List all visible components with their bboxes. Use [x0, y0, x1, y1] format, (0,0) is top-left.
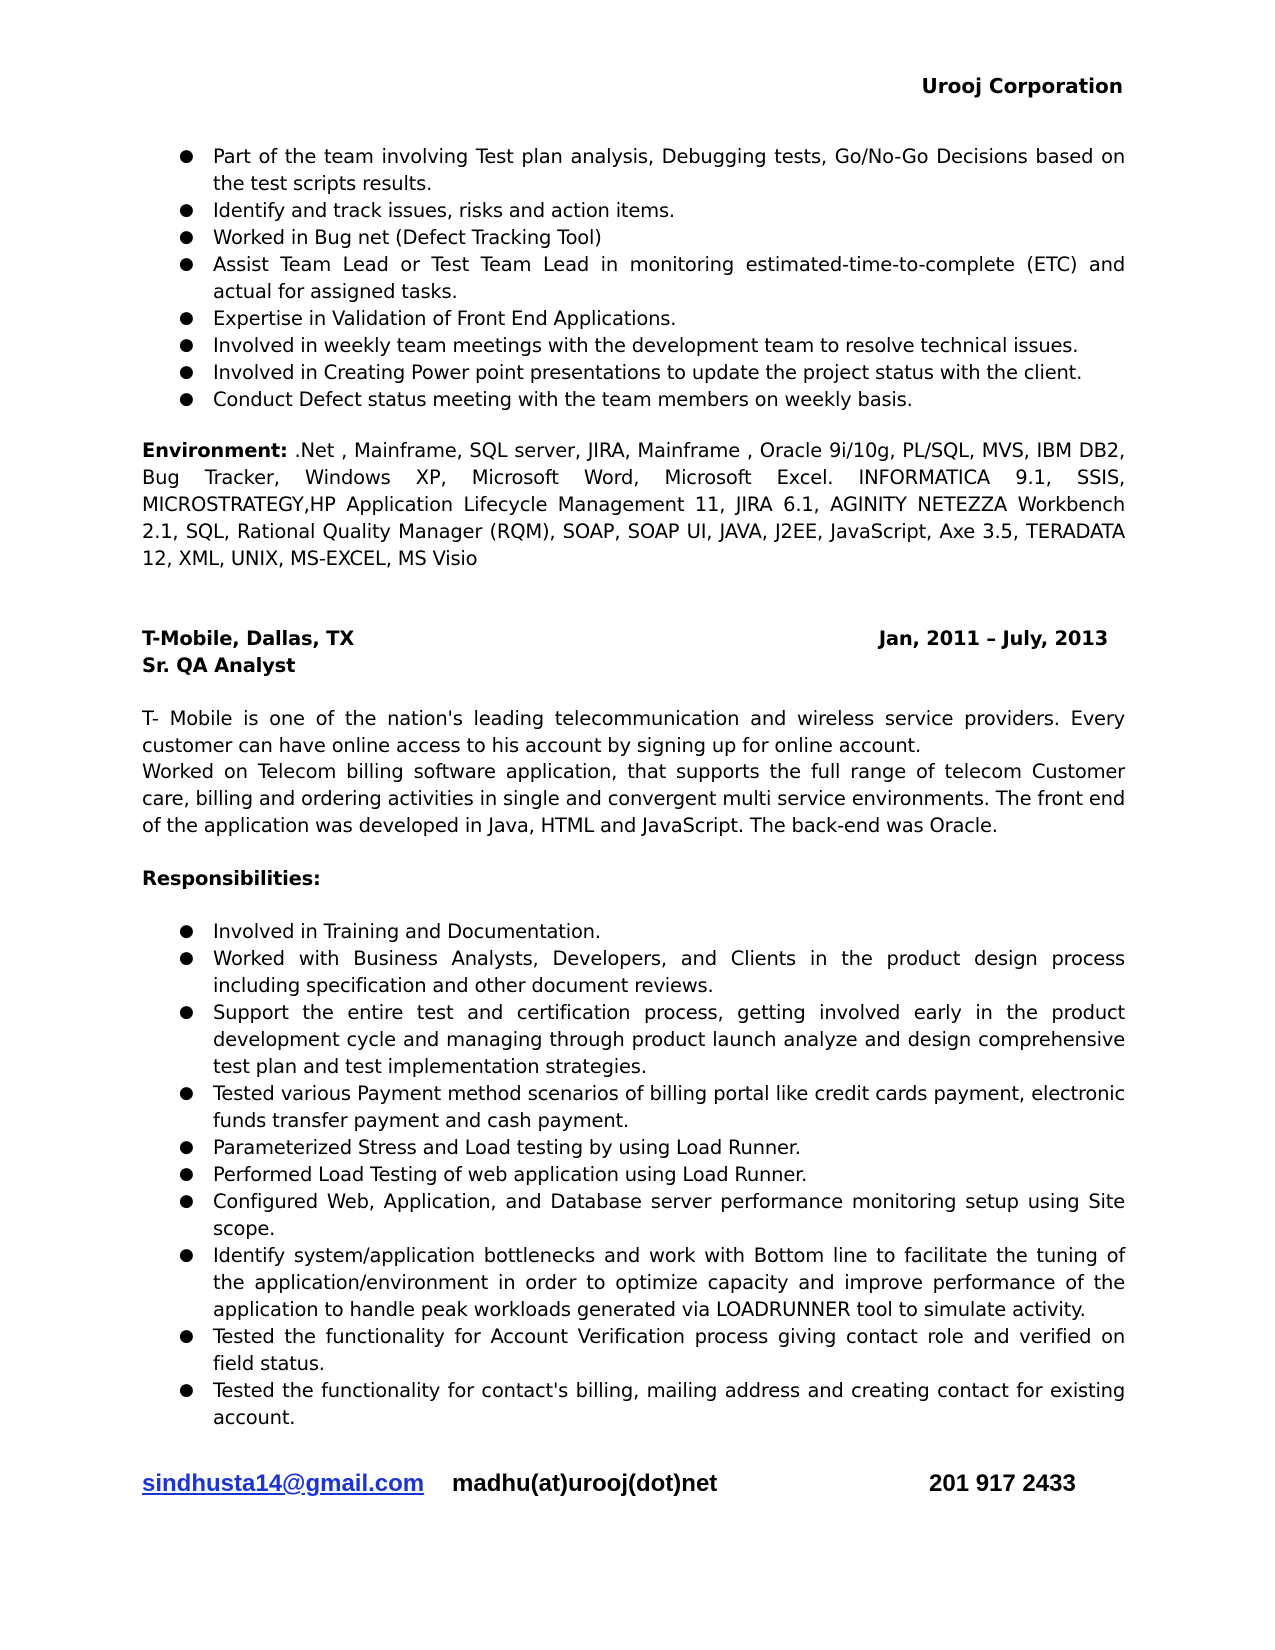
top-bullet-list [142, 143, 1125, 413]
job-company-location: T-Mobile, Dallas, TX [142, 627, 355, 650]
job-description-2: Worked on Telecom billing software application, that supports the full range of telecom Customer care, billing and ordering activities in single and convergent multi service environments. The front end of the application was developed in Java, HTML and JavaScript. The back-end was Oracle. [142, 760, 1125, 837]
bullet-icon: ● [179, 1164, 194, 1184]
bullet-icon: ● [179, 362, 194, 382]
responsibilities-list [142, 918, 1125, 1431]
list-item: ● Involved in weekly team meetings with the development team to resolve technical issues. [179, 334, 1079, 357]
bullet-icon: ● [179, 1083, 194, 1103]
job-description-1: T- Mobile is one of the nation's leading telecommunication and wireless service providers. Every customer can have online access to his account by signing up for online account. [142, 707, 1125, 757]
list-item: ● Tested the functionality for Account Verification process giving contact role and verified on field status. [179, 1325, 1125, 1375]
list-item: ● Tested various Payment method scenarios of billing portal like credit cards payment, electronic funds transfer payment and cash payment. [179, 1082, 1125, 1132]
job-header [142, 625, 1108, 652]
bullet-icon: ● [179, 146, 194, 166]
list-item: ● Support the entire test and certification process, getting involved early in the product development cycle and managing through product launch analyze and design comprehensive test plan and test implementation strategies. [179, 1001, 1125, 1078]
environment-text: .Net , Mainframe, SQL server, JIRA, Mainframe , Oracle 9i/10g, PL/SQL, MVS, IBM DB2, Bug Tracker, Windows XP, Microsoft Word, Microsoft Excel. INFORMATICA 9.1, SSIS, MICROSTRATEGY,HP Application Lifecycle Management 11, JIRA 6.1, AGINITY NETEZZA Workbench 2.1, SQL, Rational Quality Manager (RQM), SOAP, SOAP UI, JAVA, J2EE, JavaScript, Axe 3.5, TERADATA 12, XML, UNIX, MS-EXCEL, MS Visio [142, 439, 1125, 570]
bullet-icon: ● [179, 1002, 194, 1022]
bullet-icon: ● [179, 1245, 194, 1265]
list-item: ● Identify and track issues, risks and action items. [179, 199, 675, 222]
list-item: ● Assist Team Lead or Test Team Lead in monitoring estimated-time-to-complete (ETC) and actual for assigned tasks. [179, 253, 1125, 303]
bullet-icon: ● [179, 254, 194, 274]
list-item: ● Parameterized Stress and Load testing by using Load Runner. [179, 1136, 801, 1159]
list-item: ● Performed Load Testing of web application using Load Runner. [179, 1163, 808, 1186]
list-item: ● Conduct Defect status meeting with the team members on weekly basis. [179, 388, 913, 411]
list-item: ● Configured Web, Application, and Database server performance monitoring setup using Site scope. [179, 1190, 1125, 1240]
bullet-icon: ● [179, 227, 194, 247]
environment-label: Environment: [142, 439, 288, 462]
header-company-name: Urooj Corporation [921, 74, 1123, 98]
list-item: ● Expertise in Validation of Front End Applications. [179, 307, 677, 330]
list-item: ● Tested the functionality for contact's billing, mailing address and creating contact for existing account. [179, 1379, 1125, 1429]
job-title: Sr. QA Analyst [142, 654, 296, 677]
bullet-icon: ● [179, 948, 194, 968]
bullet-icon: ● [179, 1326, 194, 1346]
environment-paragraph [142, 437, 1125, 572]
footer-alt-email: madhu(at)urooj(dot)net [452, 1470, 718, 1497]
footer-phone: 201 917 2433 [929, 1470, 1076, 1497]
list-item: ● Worked in Bug net (Defect Tracking Tool) [179, 226, 602, 249]
list-item: ● Involved in Creating Power point presentations to update the project status with the client. [179, 361, 1083, 384]
list-item: ● Worked with Business Analysts, Developers, and Clients in the product design process including specification and other document reviews. [179, 947, 1125, 997]
bullet-icon: ● [179, 1137, 194, 1157]
footer-email-link[interactable]: sindhusta14@gmail.com [142, 1470, 425, 1497]
bullet-icon: ● [179, 200, 194, 220]
bullet-icon: ● [179, 308, 194, 328]
bullet-icon: ● [179, 1380, 194, 1400]
bullet-icon: ● [179, 335, 194, 355]
list-item: ● Involved in Training and Documentation. [179, 920, 601, 943]
bullet-icon: ● [179, 389, 194, 409]
bullet-icon: ● [179, 1191, 194, 1211]
list-item: ● Part of the team involving Test plan analysis, Debugging tests, Go/No-Go Decisions based on the test scripts results. [179, 145, 1125, 195]
list-item: ● Identify system/application bottlenecks and work with Bottom line to facilitate the tuning of the application/environment in order to optimize capacity and improve performance of the application to handle peak workloads generated via LOADRUNNER tool to simulate activity. [179, 1244, 1125, 1321]
bullet-icon: ● [179, 921, 194, 941]
job-dates: Jan, 2011 – July, 2013 [878, 627, 1108, 650]
responsibilities-heading: Responsibilities: [142, 867, 321, 890]
